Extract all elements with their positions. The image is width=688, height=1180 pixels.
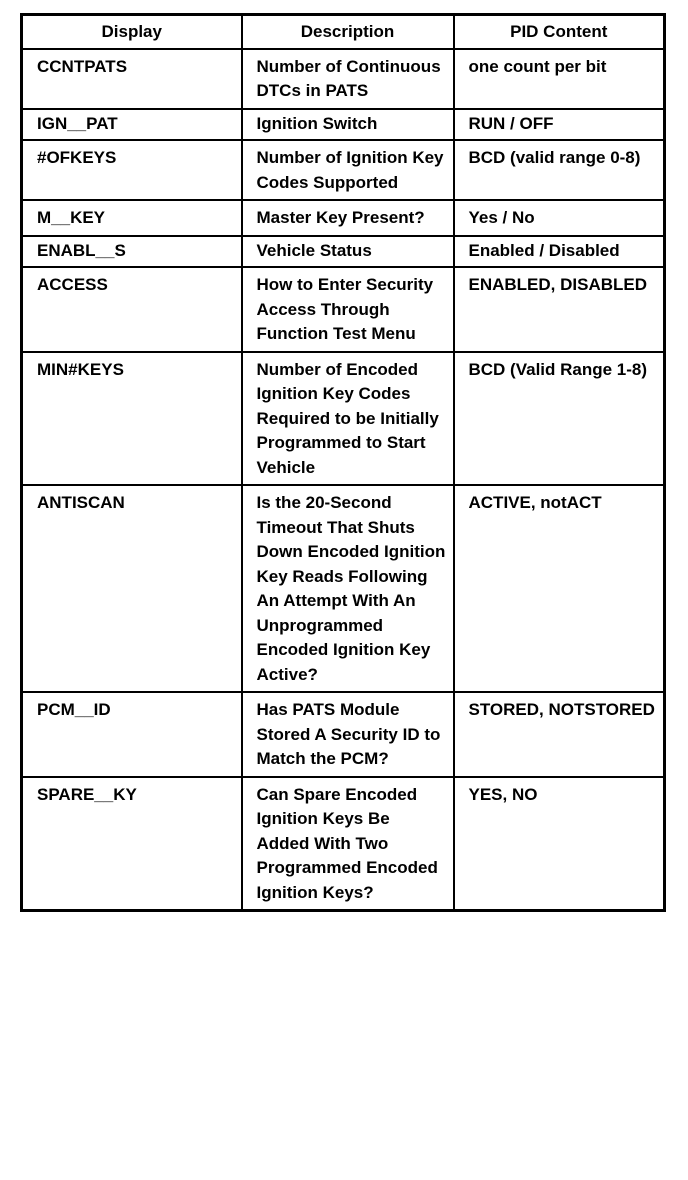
- description-cell: How to Enter Security Access Through Function Test Menu: [242, 267, 454, 352]
- description-cell: Is the 20-Second Timeout That Shuts Down Encoded Ignition Key Reads Following An Attempt With An Unprogrammed Encoded Ignition Key Active?: [242, 485, 454, 692]
- header-display: Display: [22, 15, 242, 49]
- table-row: [22, 777, 665, 911]
- header-description: Description: [242, 15, 454, 49]
- display-cell: M__KEY: [22, 200, 242, 236]
- pid-content-cell: one count per bit: [454, 49, 665, 109]
- pid-content-cell: BCD (valid range 0-8): [454, 140, 665, 200]
- display-cell: ENABL__S: [22, 236, 242, 268]
- table-row: [22, 485, 665, 692]
- pid-table: [20, 13, 666, 912]
- display-cell: #OFKEYS: [22, 140, 242, 200]
- pid-content-cell: Yes / No: [454, 200, 665, 236]
- pid-content-cell: ACTIVE, notACT: [454, 485, 665, 692]
- description-cell: Number of Ignition Key Codes Supported: [242, 140, 454, 200]
- description-cell: Has PATS Module Stored A Security ID to Match the PCM?: [242, 692, 454, 777]
- table-header: [22, 15, 665, 49]
- table-row: [22, 49, 665, 109]
- pid-content-cell: YES, NO: [454, 777, 665, 911]
- table-row: [22, 352, 665, 486]
- description-cell: Can Spare Encoded Ignition Keys Be Added With Two Programmed Encoded Ignition Keys?: [242, 777, 454, 911]
- header-row: [22, 15, 665, 49]
- description-cell: Master Key Present?: [242, 200, 454, 236]
- table-row: [22, 109, 665, 141]
- table-body: [22, 49, 665, 911]
- display-cell: ANTISCAN: [22, 485, 242, 692]
- header-pid-content: PID Content: [454, 15, 665, 49]
- pid-content-cell: STORED, NOTSTORED: [454, 692, 665, 777]
- display-cell: SPARE__KY: [22, 777, 242, 911]
- table-row: [22, 236, 665, 268]
- pid-content-cell: Enabled / Disabled: [454, 236, 665, 268]
- pid-content-cell: BCD (Valid Range 1-8): [454, 352, 665, 486]
- description-cell: Vehicle Status: [242, 236, 454, 268]
- table-row: [22, 267, 665, 352]
- display-cell: MIN#KEYS: [22, 352, 242, 486]
- display-cell: PCM__ID: [22, 692, 242, 777]
- display-cell: CCNTPATS: [22, 49, 242, 109]
- table-row: [22, 692, 665, 777]
- description-cell: Number of Encoded Ignition Key Codes Required to be Initially Programmed to Start Vehicle: [242, 352, 454, 486]
- table-row: [22, 140, 665, 200]
- description-cell: Number of Continuous DTCs in PATS: [242, 49, 454, 109]
- pid-content-cell: RUN / OFF: [454, 109, 665, 141]
- table-row: [22, 200, 665, 236]
- description-cell: Ignition Switch: [242, 109, 454, 141]
- display-cell: IGN__PAT: [22, 109, 242, 141]
- pid-content-cell: ENABLED, DISABLED: [454, 267, 665, 352]
- display-cell: ACCESS: [22, 267, 242, 352]
